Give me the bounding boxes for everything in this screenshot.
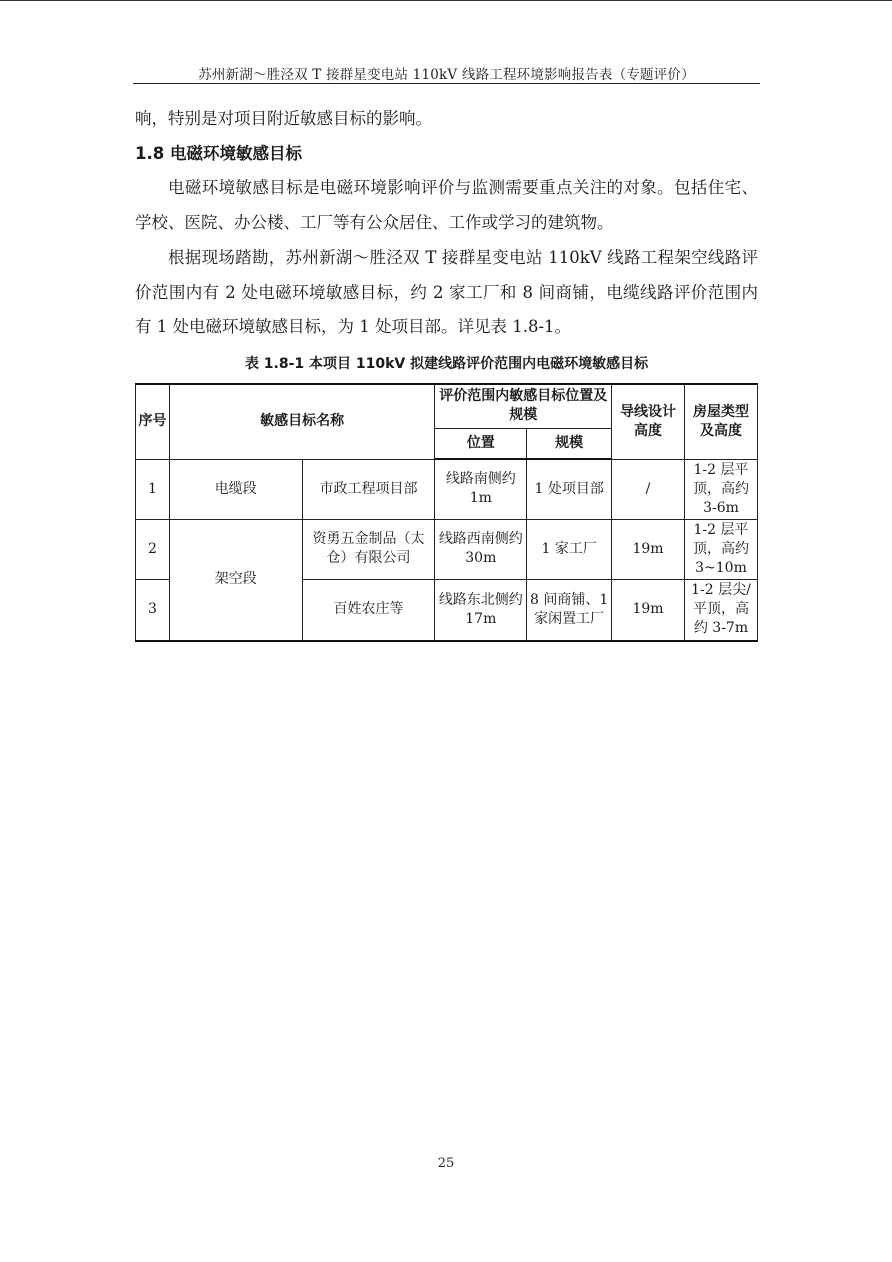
cell-house: 1-2 层平顶，高约 3-6m [684, 459, 757, 519]
cell-seq: 3 [136, 579, 170, 641]
header-scope-group: 评价范围内敏感目标位置及规模 [435, 384, 612, 428]
cell-seq: 2 [136, 519, 170, 579]
cell-position: 线路南侧约 1m [435, 459, 527, 519]
cell-name: 资勇五金制品（太仓）有限公司 [302, 519, 435, 579]
page-number: 25 [437, 1156, 455, 1171]
cell-seq: 1 [136, 459, 170, 519]
cell-house: 1-2 层平顶，高约 3~10m [684, 519, 757, 579]
cell-name: 百姓农庄等 [302, 579, 435, 641]
cell-segment: 架空段 [169, 519, 302, 641]
paragraph-survey: 根据现场踏勘，苏州新湖～胜泾双 T 接群星变电站 110kV 线路工程架空线路评价范围内有 2 处电磁环境敏感目标，约 2 家工厂和 8 间商铺，电缆线路评价范围内有 1 处电磁环境敏感目标，为 1 处项目部。详见表 1.8-1。 [135, 248, 758, 336]
cell-segment: 电缆段 [169, 459, 302, 519]
cell-scale: 8 间商铺、1 家闲置工厂 [527, 579, 612, 641]
header-rule [133, 83, 760, 84]
paragraph-continuation: 响，特别是对项目附近敏感目标的影响。 [135, 109, 432, 128]
table-row [136, 519, 758, 579]
cell-wire-height: 19m [612, 579, 685, 641]
header-wire-height: 导线设计高度 [612, 384, 685, 459]
cell-wire-height: / [612, 459, 685, 519]
cell-position: 线路西南侧约 30m [435, 519, 527, 579]
section-heading: 1.8 电磁环境敏感目标 [135, 144, 302, 163]
cell-name: 市政工程项目部 [302, 459, 435, 519]
cell-scale: 1 家工厂 [527, 519, 612, 579]
cell-house: 1-2 层尖/平顶，高约 3-7m [684, 579, 757, 641]
running-header: 苏州新湖～胜泾双 T 接群星变电站 110kV 线路工程环境影响报告表（专题评价） [198, 67, 695, 83]
header-position: 位置 [435, 428, 527, 459]
header-scale: 规模 [527, 428, 612, 459]
header-house: 房屋类型及高度 [684, 384, 757, 459]
sensitive-targets-table [135, 383, 758, 642]
page-top-border [0, 0, 892, 1]
cell-wire-height: 19m [612, 519, 685, 579]
header-name: 敏感目标名称 [169, 384, 434, 459]
table-caption: 表 1.8-1 本项目 110kV 拟建线路评价范围内电磁环境敏感目标 [244, 356, 649, 372]
header-seq: 序号 [136, 384, 170, 459]
table-row [136, 459, 758, 519]
cell-position: 线路东北侧约 17m [435, 579, 527, 641]
paragraph-definition: 电磁环境敏感目标是电磁环境影响评价与监测需要重点关注的对象。包括住宅、学校、医院、办公楼、工厂等有公众居住、工作或学习的建筑物。 [135, 178, 758, 232]
cell-scale: 1 处项目部 [527, 459, 612, 519]
